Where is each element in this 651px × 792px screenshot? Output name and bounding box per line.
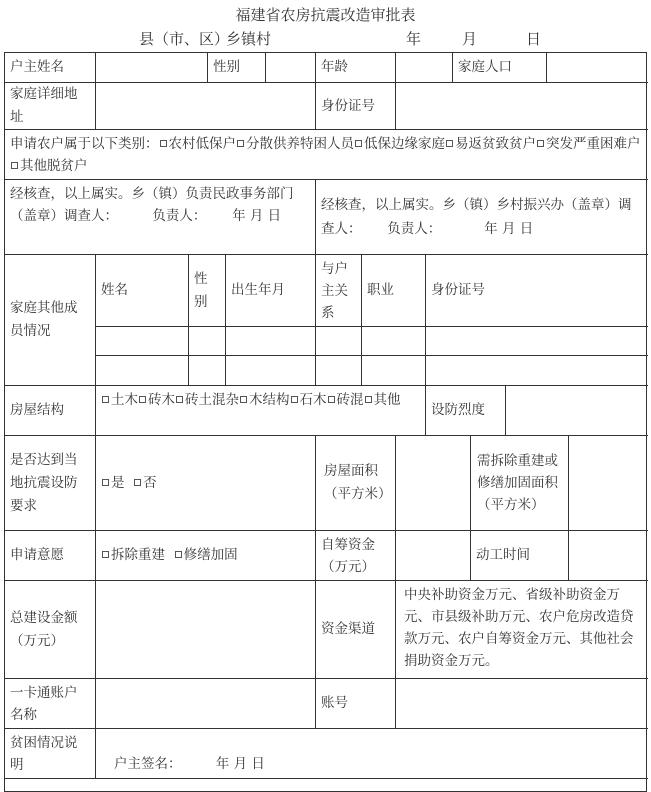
house-area-label: 房屋面积（平方米） [316, 436, 396, 531]
member-cell[interactable] [316, 356, 362, 386]
age-value[interactable] [396, 53, 453, 83]
checkbox-icon[interactable] [240, 396, 247, 403]
category-option: 突发严重困难户 [536, 136, 641, 152]
start-time-value[interactable] [569, 531, 648, 581]
form-title: 福建省农房抗震改造审批表 [235, 6, 416, 24]
meets-standard-label: 是否达到当地抗震设防要求 [5, 436, 96, 531]
structure-option: 其他 [364, 392, 401, 408]
total-investment-value[interactable] [96, 581, 316, 679]
owner-signature-line [114, 753, 265, 776]
checkbox-icon[interactable] [102, 551, 109, 558]
gender-value[interactable] [266, 53, 316, 83]
intent-options [96, 531, 316, 581]
verify-right-responsible: 负责人： [387, 221, 442, 237]
checkbox-icon[interactable] [446, 140, 453, 147]
member-col-occupation: 职业 [362, 255, 426, 327]
owner-name-value[interactable] [96, 53, 208, 83]
family-members-label: 家庭其他成员情况 [5, 255, 96, 386]
member-cell[interactable] [316, 327, 362, 356]
member-col-birth: 出生年月 [226, 255, 316, 327]
sign-date: 年 月 日 [215, 756, 265, 772]
owner-name-label: 户主姓名 [5, 53, 96, 83]
fortification-label: 设防烈度 [426, 386, 506, 436]
checkbox-icon[interactable] [537, 140, 544, 147]
county-label: 县（市、区） [139, 30, 230, 48]
member-cell[interactable] [362, 356, 426, 386]
id-number-label: 身份证号 [316, 83, 396, 130]
intent-label: 申请意愿 [5, 531, 96, 581]
checkbox-icon[interactable] [134, 479, 141, 486]
id-number-value[interactable] [396, 83, 648, 130]
year-label: 年 [406, 30, 422, 48]
member-cell[interactable] [96, 327, 189, 356]
account-name-label: 一卡通账户名称 [5, 679, 96, 729]
verify-civil-affairs [5, 180, 316, 255]
verify-rural-revitalization [316, 180, 648, 255]
verify-left-text: 经核查，以上属实。乡（镇）负责民政事务部门（盖章）调查人： [10, 186, 294, 224]
member-col-name: 姓名 [96, 255, 189, 327]
structure-option: 木结构 [239, 392, 290, 408]
household-size-value[interactable] [547, 53, 648, 83]
member-cell[interactable] [426, 327, 648, 356]
category-row [5, 130, 648, 180]
meets-standard-options [96, 436, 316, 531]
verify-left-date: 年 月 日 [232, 208, 282, 224]
address-label: 家庭详细地址 [5, 83, 96, 130]
meets-yes: 是 [111, 474, 125, 491]
verify-right-text: 经核查，以上属实。乡（镇）乡村振兴办（盖章）调查人： [321, 197, 632, 237]
self-funds-label: 自筹资金（万元） [316, 531, 396, 581]
structure-option: 砖土混杂 [175, 392, 239, 408]
structure-option: 砖木 [138, 392, 175, 408]
structure-option: 土木 [101, 392, 138, 408]
checkbox-icon[interactable] [11, 162, 18, 169]
poverty-value[interactable] [96, 729, 648, 779]
household-size-label: 家庭人口 [453, 53, 547, 83]
structure-option: 石木 [290, 392, 327, 408]
checkbox-icon[interactable] [102, 396, 109, 403]
checkbox-icon[interactable] [237, 140, 244, 147]
verify-left-responsible: 负责人： [152, 208, 207, 224]
checkbox-icon[interactable] [139, 396, 146, 403]
member-col-gender: 性别 [189, 255, 226, 327]
owner-sign-label: 户主签名： [114, 756, 182, 772]
category-prompt: 申请农户属于以下类别： [10, 136, 159, 152]
address-value[interactable] [96, 83, 316, 130]
account-number-label: 账号 [316, 679, 396, 729]
rebuild-area-value[interactable] [569, 436, 648, 531]
account-name-value[interactable] [96, 679, 316, 729]
fund-channel-label: 资金渠道 [316, 581, 396, 679]
checkbox-icon[interactable] [175, 551, 182, 558]
member-cell[interactable] [226, 327, 316, 356]
member-col-id: 身份证号 [426, 255, 648, 327]
verify-right-date: 年 月 日 [484, 221, 534, 237]
member-cell[interactable] [426, 356, 648, 386]
rebuild-area-label: 需拆除重建或修缮加固面积（平方米） [471, 436, 569, 531]
house-structure-options [96, 386, 426, 436]
checkbox-icon[interactable] [176, 396, 183, 403]
day-label: 日 [526, 30, 542, 48]
checkbox-icon[interactable] [102, 479, 109, 486]
fund-channel-text: 中央补助资金万元、省级补助资金万元、市县级补助万元、农户危房改造贷款万元、农户自筹资金万元、其他社会捐助资金万元。 [396, 581, 648, 679]
self-funds-value[interactable] [396, 531, 471, 581]
fortification-value[interactable] [506, 386, 648, 436]
member-cell[interactable] [96, 356, 189, 386]
category-option: 农村低保户 [159, 136, 237, 152]
category-option: 其他脱贫户 [10, 158, 88, 174]
house-area-value[interactable] [396, 436, 471, 531]
start-time-label: 动工时间 [471, 531, 569, 581]
gender-label: 性别 [208, 53, 266, 83]
checkbox-icon[interactable] [291, 396, 298, 403]
member-col-relation: 与户主关系 [316, 255, 362, 327]
age-label: 年龄 [316, 53, 396, 83]
intent-repair: 修缮加固 [183, 547, 238, 563]
month-label: 月 [462, 30, 478, 48]
checkbox-icon[interactable] [355, 140, 362, 147]
meets-no: 否 [143, 474, 157, 491]
structure-option: 砖混 [327, 392, 364, 408]
member-cell[interactable] [189, 327, 226, 356]
member-cell[interactable] [189, 356, 226, 386]
approval-form [4, 52, 647, 792]
account-number-value[interactable] [396, 679, 648, 729]
member-cell[interactable] [226, 356, 316, 386]
total-investment-label: 总建设金额（万元） [5, 581, 96, 679]
checkbox-icon[interactable] [328, 396, 335, 403]
poverty-label: 贫困情况说明 [5, 729, 96, 779]
category-option: 低保边缘家庭 [354, 136, 445, 152]
checkbox-icon[interactable] [365, 396, 372, 403]
location-line [0, 28, 651, 50]
category-option: 易返贫致贫户 [445, 136, 536, 152]
category-option: 分散供养特困人员 [236, 136, 354, 152]
house-structure-label: 房屋结构 [5, 386, 96, 436]
township-label: 乡镇村 [226, 30, 272, 48]
checkbox-icon[interactable] [160, 140, 167, 147]
intent-rebuild: 拆除重建 [111, 547, 165, 563]
member-cell[interactable] [362, 327, 426, 356]
